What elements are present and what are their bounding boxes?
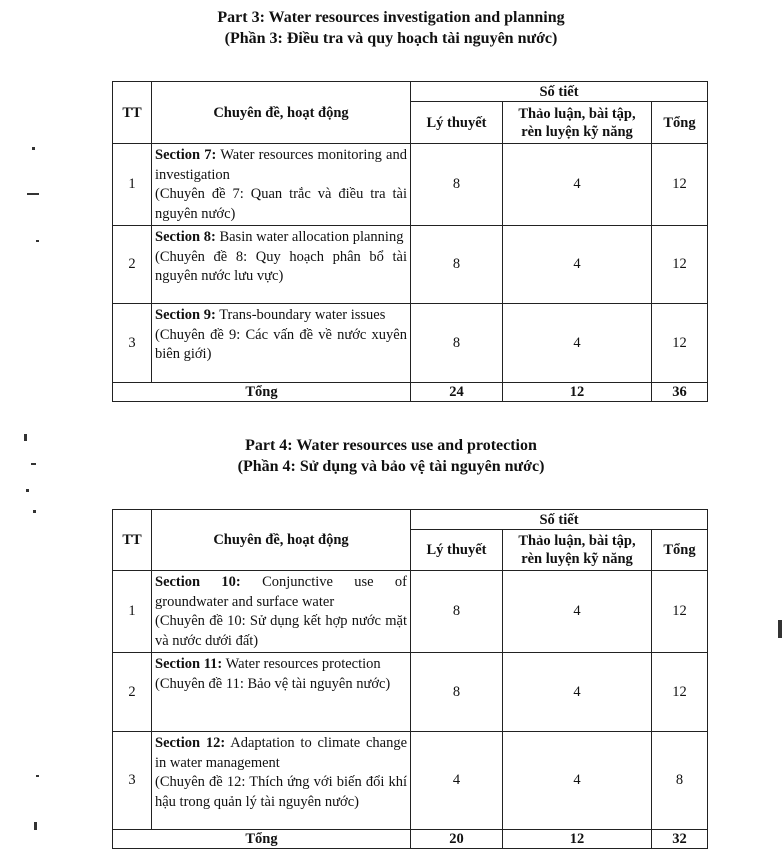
row-number: 2 xyxy=(113,653,152,732)
row-practice: 4 xyxy=(503,653,652,732)
totals-row xyxy=(113,830,708,849)
scan-speck xyxy=(33,510,36,513)
row-number: 2 xyxy=(113,226,152,304)
row-practice: 4 xyxy=(503,732,652,830)
part3-title-en: Part 3: Water resources investigation and planning xyxy=(217,9,565,26)
row-theory: 4 xyxy=(411,732,503,830)
row-topic xyxy=(152,304,411,383)
scan-speck xyxy=(27,193,39,195)
table-row xyxy=(113,732,708,830)
header-practice-line2: rèn luyện kỹ năng xyxy=(521,551,633,567)
totals-theory: 24 xyxy=(411,383,503,402)
section-title-en: Water resources monitoring and investigation xyxy=(155,147,407,183)
row-total: 12 xyxy=(652,653,708,732)
row-number: 1 xyxy=(113,144,152,226)
row-total: 12 xyxy=(652,144,708,226)
totals-theory: 20 xyxy=(411,830,503,849)
row-practice: 4 xyxy=(503,304,652,383)
row-topic xyxy=(152,653,411,732)
scan-speck xyxy=(34,822,37,830)
section-title-vi: (Chuyên đề 11: Bảo vệ tài nguyên nước) xyxy=(155,675,391,692)
part4-title-vi: (Phần 4: Sử dụng và bảo vệ tài nguyên nước) xyxy=(237,458,545,475)
part3-heading xyxy=(0,7,782,49)
header-practice-line1: Thảo luận, bài tập, xyxy=(518,533,636,549)
header-practice xyxy=(503,102,652,144)
header-theory: Lý thuyết xyxy=(411,102,503,144)
section-title-vi: (Chuyên đề 7: Quan trắc và điều tra tài nguyên nước) xyxy=(155,186,407,222)
row-theory: 8 xyxy=(411,144,503,226)
row-topic xyxy=(152,571,411,653)
row-total: 12 xyxy=(652,226,708,304)
part3-title-vi: (Phần 3: Điều tra và quy hoạch tài nguyên nước) xyxy=(224,30,558,47)
header-theory: Lý thuyết xyxy=(411,530,503,571)
part4-table xyxy=(112,509,708,849)
scan-speck xyxy=(31,463,36,465)
section-title-en: Trans-boundary water issues xyxy=(219,307,386,323)
part3-table xyxy=(112,81,708,402)
scan-speck xyxy=(36,240,39,242)
row-theory: 8 xyxy=(411,226,503,304)
totals-practice: 12 xyxy=(503,383,652,402)
header-topic: Chuyên đề, hoạt động xyxy=(152,510,411,571)
header-tt: TT xyxy=(113,82,152,144)
table-row xyxy=(113,653,708,732)
header-total: Tổng xyxy=(652,530,708,571)
header-periods: Số tiết xyxy=(411,82,708,102)
header-periods: Số tiết xyxy=(411,510,708,530)
header-tt: TT xyxy=(113,510,152,571)
totals-label: Tổng xyxy=(113,830,411,849)
totals-row xyxy=(113,383,708,402)
row-total: 8 xyxy=(652,732,708,830)
section-label: Section 11: xyxy=(155,656,223,672)
row-theory: 8 xyxy=(411,653,503,732)
scan-speck xyxy=(32,147,35,150)
scan-speck xyxy=(26,489,29,492)
row-practice: 4 xyxy=(503,571,652,653)
row-number: 1 xyxy=(113,571,152,653)
row-total: 12 xyxy=(652,304,708,383)
section-title-vi: (Chuyên đề 12: Thích ứng với biến đổi khí hậu trong quản lý tài nguyên nước) xyxy=(155,774,407,810)
header-topic: Chuyên đề, hoạt động xyxy=(152,82,411,144)
section-title-vi: (Chuyên đề 9: Các vấn đề về nước xuyên biên giới) xyxy=(155,326,407,362)
table-row xyxy=(113,571,708,653)
part4-title-en: Part 4: Water resources use and protection xyxy=(245,437,537,454)
row-number: 3 xyxy=(113,732,152,830)
section-title-en: Adaptation to climate change in water management xyxy=(155,735,408,771)
scan-speck xyxy=(778,620,782,638)
section-label: Section 12: xyxy=(155,735,226,751)
row-topic xyxy=(152,144,411,226)
section-label: Section 9: xyxy=(155,307,216,323)
part4-heading xyxy=(0,435,782,477)
section-title-en: Basin water allocation planning xyxy=(219,229,404,245)
row-practice: 4 xyxy=(503,144,652,226)
row-number: 3 xyxy=(113,304,152,383)
row-theory: 8 xyxy=(411,571,503,653)
table-row xyxy=(113,304,708,383)
totals-practice: 12 xyxy=(503,830,652,849)
table-row xyxy=(113,144,708,226)
totals-total: 32 xyxy=(652,830,708,849)
header-practice xyxy=(503,530,652,571)
header-practice-line1: Thảo luận, bài tập, xyxy=(518,105,636,122)
section-title-en: Water resources protection xyxy=(225,656,381,672)
section-title-vi: (Chuyên đề 10: Sử dụng kết hợp nước mặt và nước dưới đất) xyxy=(155,613,407,649)
header-practice-line2: rèn luyện kỹ năng xyxy=(521,123,633,140)
totals-total: 36 xyxy=(652,383,708,402)
row-topic xyxy=(152,732,411,830)
row-practice: 4 xyxy=(503,226,652,304)
row-theory: 8 xyxy=(411,304,503,383)
scan-speck xyxy=(36,775,39,777)
section-label: Section 7: xyxy=(155,147,217,163)
row-total: 12 xyxy=(652,571,708,653)
section-label: Section 8: xyxy=(155,229,216,245)
section-title-en: Conjunctive use of groundwater and surface water xyxy=(155,574,408,610)
header-total: Tổng xyxy=(652,102,708,144)
row-topic xyxy=(152,226,411,304)
section-title-vi: (Chuyên đề 8: Quy hoạch phân bổ tài nguyên nước lưu vực) xyxy=(155,248,407,284)
table-row xyxy=(113,226,708,304)
totals-label: Tổng xyxy=(113,383,411,402)
scan-speck xyxy=(24,434,27,441)
section-label: Section 10: xyxy=(155,574,241,590)
